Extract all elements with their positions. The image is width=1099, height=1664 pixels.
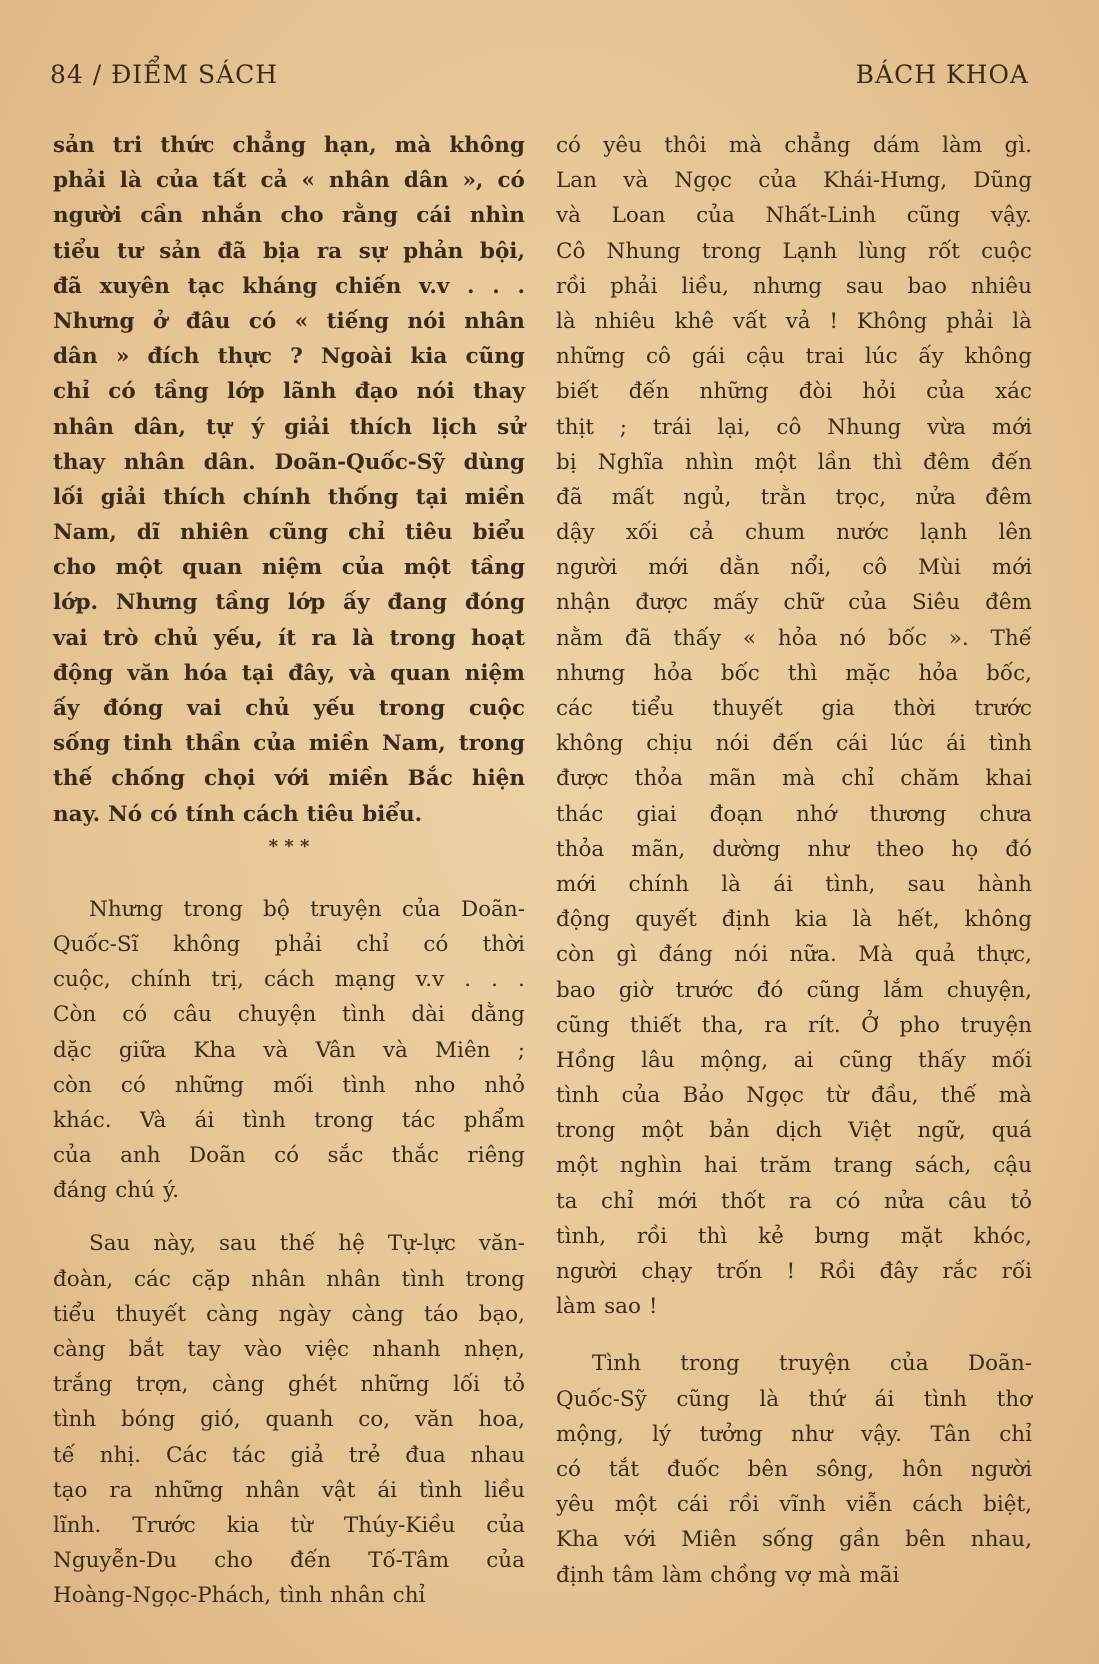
text-line: ấy đóng vai chủ yếu trong cuộc (53, 696, 525, 721)
text-line: mộng, lý tưởng như vậy. Tân chỉ (556, 1421, 1032, 1447)
text-line: dân » đích thực ? Ngoài kia cũng (53, 344, 525, 370)
text-line: Lan và Ngọc của Khái-Hưng, Dũng (556, 168, 1032, 194)
text-line: vai trò chủ yếu, ít ra là trong hoạt (53, 625, 525, 651)
right-paragraph-1 (556, 128, 1032, 1324)
text-line: khác. Và ái tình trong tác phẩm (53, 1107, 525, 1133)
text-line: còn có những mối tình nho nhỏ (53, 1072, 525, 1098)
text-line: động văn hóa tại đây, và quan niệm (53, 660, 525, 686)
section-separator: * * * (268, 835, 310, 857)
left-paragraph-1 (53, 128, 525, 832)
text-line: nhân dân, tự ý giải thích lịch sử (53, 414, 525, 440)
text-line: sống tinh thần của miền Nam, trong (53, 731, 525, 757)
text-line: trắng trợn, càng ghét những lối tỏ (53, 1372, 525, 1398)
text-line: thỏa mãn, dường như theo họ đó (556, 836, 1032, 862)
magazine-title: BÁCH KHOA (855, 60, 1029, 89)
text-line: nhận được mấy chữ của Siêu đêm (556, 590, 1032, 616)
text-line: tiểu thuyết càng ngày càng táo bạo, (53, 1301, 525, 1327)
right-column (556, 128, 1032, 1593)
text-line: trong một bản dịch Việt ngữ, quá (556, 1118, 1032, 1144)
text-line: dặc giữa Kha và Vân và Miên ; (53, 1037, 525, 1063)
text-line: Kha với Miên sống gần bên nhau, (556, 1527, 1032, 1553)
text-line: động quyết định kia là hết, không (556, 907, 1032, 933)
text-line: bao giờ trước đó cũng lắm chuyện, (556, 977, 1032, 1003)
text-line: người cần nhắn cho rằng cái nhìn (53, 203, 525, 229)
text-line: không chịu nói đến cái lúc ái tình (556, 731, 1032, 757)
text-line: Nam, dĩ nhiên cũng chỉ tiêu biểu (53, 520, 525, 546)
text-line: tình của Bảo Ngọc từ đầu, thế mà (556, 1083, 1032, 1109)
text-line: lĩnh. Trước kia từ Thúy-Kiều của (53, 1512, 525, 1538)
text-line: những cô gái cậu trai lúc ấy không (556, 344, 1032, 370)
left-paragraph-2 (53, 892, 525, 1209)
text-line: người mới dằn nổi, cô Mùi mới (556, 555, 1032, 581)
text-line: Nhưng ở đâu có « tiếng nói nhân (53, 308, 525, 334)
text-line: tạo ra những nhân vật ái tình liều (53, 1477, 525, 1503)
left-column (53, 128, 525, 1614)
right-paragraph-2 (556, 1346, 1032, 1592)
text-line: biết đến những đòi hỏi của xác (556, 379, 1032, 405)
text-line: Quốc-Sĩ không phải chỉ có thời (53, 931, 525, 957)
text-line: nay. Nó có tính cách tiêu biểu. (53, 801, 423, 827)
text-line: lối giải thích chính thống tại miền (53, 484, 525, 510)
page-header (50, 60, 1029, 100)
text-line: thác giai đoạn nhớ thương chưa (556, 801, 1032, 827)
text-line: dậy xối cả chum nước lạnh lên (556, 520, 1032, 546)
text-line: bị Nghĩa nhìn một lần thì đêm đến (556, 449, 1032, 475)
left-paragraph-3 (53, 1226, 525, 1613)
text-line: một nghìn hai trăm trang sách, cậu (556, 1153, 1032, 1179)
text-line: Quốc-Sỹ cũng là thứ ái tình thơ (556, 1386, 1032, 1412)
text-line: ta chỉ mới thốt ra có nửa câu tỏ (556, 1188, 1032, 1214)
text-line: định tâm làm chồng vợ mà mãi (556, 1562, 900, 1588)
text-line: đoàn, các cặp nhân nhân tình trong (53, 1266, 525, 1292)
text-line: Nhưng trong bộ truyện của Doãn- (89, 896, 525, 922)
text-line: chỉ có tầng lớp lãnh đạo nói thay (53, 379, 525, 405)
text-line: yêu một cái rồi vĩnh viễn cách biệt, (556, 1492, 1032, 1518)
text-line: các tiểu thuyết gia thời trước (556, 696, 1032, 721)
text-line: tình bóng gió, quanh co, văn hoa, (53, 1407, 525, 1433)
text-line: phải là của tất cả « nhân dân », có (53, 168, 525, 194)
text-line: còn gì đáng nói nữa. Mà quả thực, (556, 942, 1032, 968)
text-line: Cô Nhung trong Lạnh lùng rốt cuộc (556, 238, 1032, 264)
text-line: của anh Doãn có sắc thắc riêng (53, 1143, 525, 1169)
text-line: mới chính là ái tình, sau hành (556, 871, 1032, 897)
text-line: làm sao ! (556, 1294, 658, 1320)
text-line: nằm đã thấy « hỏa nó bốc ». Thế (556, 625, 1032, 651)
text-line: Tình trong truyện của Doãn- (592, 1351, 1032, 1377)
text-line: tiểu tư sản đã bịa ra sự phản bội, (53, 238, 525, 264)
text-line: lớp. Nhưng tầng lớp ấy đang đóng (53, 590, 525, 616)
text-line: đã xuyên tạc kháng chiến v.v . . . (53, 273, 525, 299)
text-line: có yêu thôi mà chẳng dám làm gì. (556, 133, 1032, 158)
text-line: đã mất ngủ, trằn trọc, nửa đêm (556, 484, 1032, 510)
text-line: là nhiêu khê vất vả ! Không phải là (556, 308, 1032, 334)
text-line: đáng chú ý. (53, 1178, 180, 1204)
text-line: Nguyễn-Du cho đến Tố-Tâm của (53, 1548, 525, 1574)
text-line: càng bắt tay vào việc nhanh nhẹn, (53, 1337, 525, 1362)
text-line: tình, rồi thì kẻ bưng mặt khóc, (556, 1223, 1032, 1249)
text-line: thay nhân dân. Doãn-Quốc-Sỹ dùng (53, 449, 525, 475)
text-line: thế chống chọi với miền Bắc hiện (53, 766, 525, 792)
text-line: Hồng lâu mộng, ai cũng thấy mối (556, 1047, 1032, 1073)
page-number-section: 84 / ĐIỂM SÁCH (50, 60, 279, 89)
text-line: thịt ; trái lại, cô Nhung vừa mới (556, 414, 1032, 440)
text-line: tế nhị. Các tác giả trẻ đua nhau (53, 1442, 525, 1468)
text-line: Còn có câu chuyện tình dài dằng (53, 1002, 525, 1028)
text-line: và Loan của Nhất-Linh cũng vậy. (556, 203, 1032, 229)
text-line: nhưng hỏa bốc thì mặc hỏa bốc, (556, 660, 1032, 686)
text-line: cho một quan niệm của một tầng (53, 555, 525, 581)
text-line: sản tri thức chẳng hạn, mà không (53, 133, 525, 158)
text-line: được thỏa mãn mà chỉ chăm khai (556, 766, 1032, 792)
text-line: người chạy trốn ! Rồi đây rắc rối (556, 1259, 1032, 1284)
text-line: cũng thiết tha, ra rít. Ở pho truyện (556, 1012, 1032, 1038)
text-line: Hoàng-Ngọc-Phách, tình nhân chỉ (53, 1583, 426, 1609)
text-line: rồi phải liều, nhưng sau bao nhiêu (556, 273, 1032, 299)
text-line: Sau này, sau thế hệ Tự-lực văn- (89, 1231, 525, 1257)
text-line: cuộc, chính trị, cách mạng v.v . . . (53, 967, 525, 993)
text-line: có tắt đuốc bên sông, hôn người (556, 1456, 1032, 1482)
